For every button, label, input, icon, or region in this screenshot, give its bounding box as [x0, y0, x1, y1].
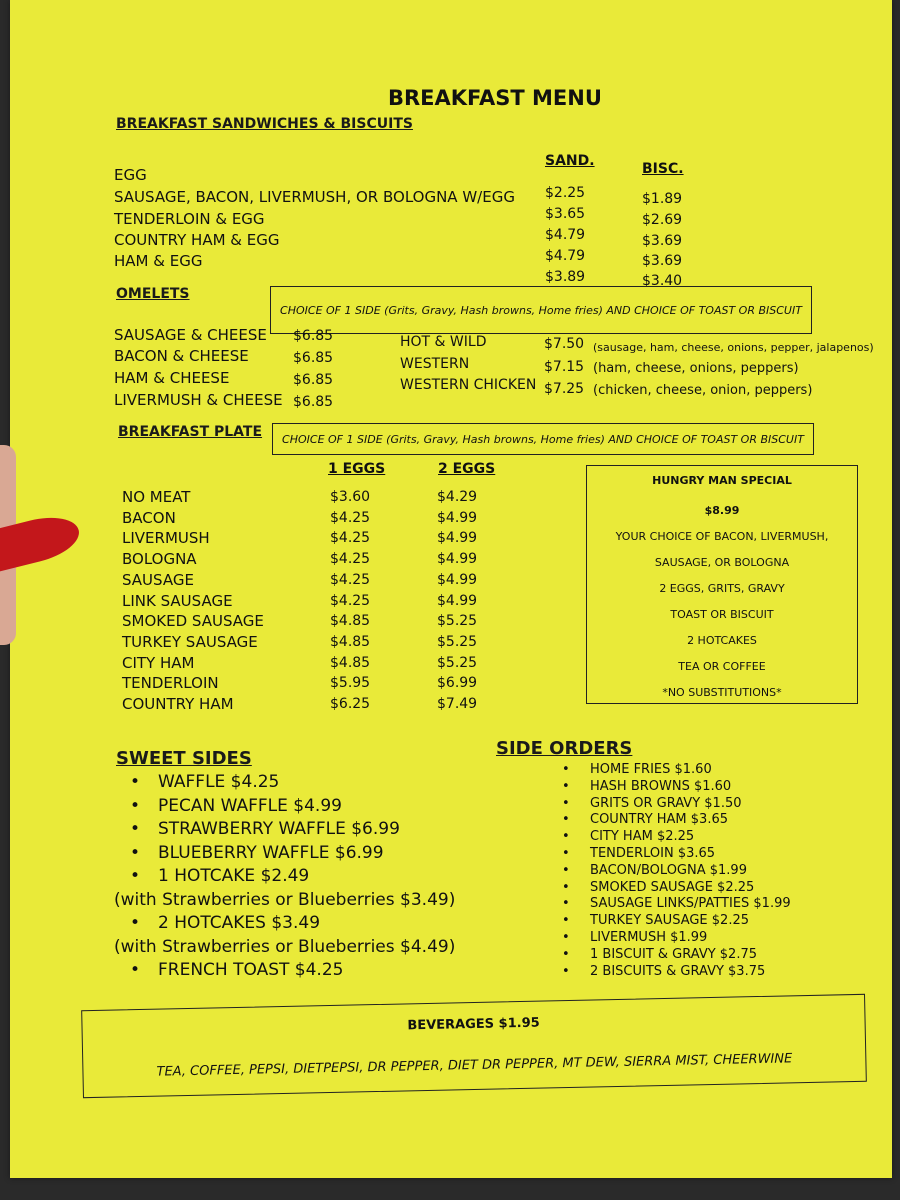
sweet-side-text: WAFFLE $4.25: [158, 772, 280, 792]
omelet-item: SAUSAGE & CHEESE: [114, 326, 267, 344]
sweet-side-text: 1 HOTCAKE $2.49: [158, 866, 310, 886]
side-order-item: [562, 896, 791, 911]
omelet-price: $6.85: [293, 350, 334, 366]
side-order-text: LIVERMUSH $1.99: [590, 930, 708, 945]
plate-price-1-egg: $3.60: [330, 489, 371, 505]
plate-price-2-egg: $4.99: [437, 551, 478, 568]
omelet-price: $7.50: [544, 336, 585, 352]
side-order-text: BACON/BOLOGNA $1.99: [590, 862, 747, 878]
omelet-description: (ham, cheese, onions, peppers): [593, 361, 799, 376]
plate-item: SAUSAGE: [122, 570, 194, 589]
plate-price-2-egg: $5.25: [437, 613, 478, 630]
plate-item: LINK SAUSAGE: [122, 591, 233, 610]
bullet-icon: •: [130, 772, 141, 792]
side-order-item: [562, 846, 715, 861]
plate-heading: BREAKFAST PLATE: [118, 424, 263, 440]
omelet-item: WESTERN: [400, 356, 470, 372]
beverages-list: TEA, COFFEE, PEPSI, DIETPEPSI, DR PEPPER, DIET DR PEPPER, MT DEW, SIERRA MIST, CHEERWINE: [156, 1051, 793, 1080]
side-order-text: HOME FRIES $1.60: [590, 762, 712, 777]
bullet-icon: •: [562, 946, 570, 962]
plate-price-1-egg: $4.85: [330, 633, 371, 650]
sweet-side-item: [130, 866, 309, 886]
sand-price: $3.65: [545, 206, 586, 222]
bullet-icon: •: [130, 960, 141, 980]
sandwich-item: SAUSAGE, BACON, LIVERMUSH, OR BOLOGNA W/EGG: [114, 188, 515, 206]
side-order-item: [562, 812, 728, 827]
bisc-price: $3.40: [642, 273, 683, 289]
bullet-icon: •: [562, 812, 570, 828]
omelet-description: (chicken, cheese, onion, peppers): [593, 383, 813, 398]
plate-item: NO MEAT: [122, 488, 191, 506]
side-order-text: 2 BISCUITS & GRAVY $3.75: [590, 963, 766, 979]
omelet-item: WESTERN CHICKEN: [400, 377, 537, 393]
side-order-text: 1 BISCUIT & GRAVY $2.75: [590, 946, 758, 962]
hungry-man-price: $8.99: [704, 504, 740, 517]
plate-item: SMOKED SAUSAGE: [122, 612, 264, 631]
side-order-text: TENDERLOIN $3.65: [590, 846, 716, 861]
omelets-note-box: [270, 286, 812, 334]
omelet-price: $6.85: [293, 372, 334, 388]
bullet-icon: •: [130, 795, 141, 816]
sweet-side-text: 2 HOTCAKES $3.49: [158, 913, 321, 933]
plate-item: BOLOGNA: [122, 550, 197, 569]
bisc-price: $1.89: [642, 191, 683, 207]
side-order-item: [562, 829, 694, 844]
omelets-heading: OMELETS: [116, 286, 190, 302]
side-order-text: COUNTRY HAM $3.65: [590, 812, 728, 828]
sand-price: $4.79: [545, 227, 586, 243]
sandwich-item: TENDERLOIN & EGG: [114, 210, 265, 228]
menu-title: BREAKFAST MENU: [388, 86, 602, 110]
omelet-item: HAM & CHEESE: [114, 369, 230, 387]
plate-price-1-egg: $5.95: [330, 675, 371, 692]
bullet-icon: •: [562, 930, 570, 945]
bullet-icon: •: [130, 842, 141, 863]
hungry-man-line: *NO SUBSTITUTIONS*: [662, 686, 782, 699]
sweet-side-item: [130, 960, 343, 980]
plate-item: COUNTRY HAM: [122, 695, 234, 713]
side-order-item: [562, 913, 749, 928]
omelet-price: $7.15: [544, 359, 585, 375]
two-egg-header: 2 EGGS: [438, 461, 496, 477]
hungry-man-line: 2 HOTCAKES: [687, 634, 757, 647]
bullet-icon: •: [562, 762, 570, 777]
plate-price-1-egg: $4.25: [330, 530, 371, 547]
bullet-icon: •: [562, 896, 570, 912]
side-order-text: SMOKED SAUSAGE $2.25: [590, 879, 755, 895]
bullet-icon: •: [562, 862, 570, 878]
bullet-icon: •: [562, 829, 570, 845]
side-orders-heading: SIDE ORDERS: [496, 738, 633, 759]
sweet-side-note: (with Strawberries or Blueberries $4.49): [114, 936, 456, 957]
omelet-description: (sausage, ham, cheese, onions, pepper, jalapenos): [593, 341, 874, 354]
plate-price-1-egg: $4.25: [330, 592, 371, 609]
side-order-text: CITY HAM $2.25: [590, 829, 695, 845]
sand-price: $4.79: [545, 248, 586, 264]
plate-price-1-egg: $4.85: [330, 613, 371, 630]
plate-price-2-egg: $4.29: [437, 489, 478, 505]
plate-item: LIVERMUSH: [122, 529, 210, 548]
bullet-icon: •: [130, 819, 141, 839]
sandwich-item: HAM & EGG: [114, 252, 203, 270]
sweet-side-text: STRAWBERRY WAFFLE $6.99: [158, 819, 400, 839]
omelets-note: CHOICE OF 1 SIDE (Grits, Gravy, Hash browns, Home fries) AND CHOICE OF TOAST OR BISCUIT: [280, 303, 802, 317]
hungry-man-box: [586, 465, 858, 704]
omelet-price: $6.85: [293, 328, 334, 344]
plate-price-2-egg: $7.49: [437, 696, 478, 712]
beverages-box: [81, 994, 867, 1098]
menu-paper: [10, 0, 892, 1178]
plate-item: TENDERLOIN: [122, 674, 219, 693]
plate-price-2-egg: $4.99: [437, 592, 478, 609]
side-order-text: SAUSAGE LINKS/PATTIES $1.99: [590, 896, 791, 912]
hungry-man-line: 2 EGGS, GRITS, GRAVY: [659, 582, 785, 595]
bullet-icon: •: [562, 795, 570, 811]
plate-price-2-egg: $4.99: [437, 509, 478, 526]
bisc-price: $2.69: [642, 212, 683, 228]
side-order-item: [562, 779, 731, 794]
side-order-text: HASH BROWNS $1.60: [590, 778, 732, 794]
side-order-item: [562, 930, 707, 945]
sand-price: $2.25: [545, 185, 586, 201]
bullet-icon: •: [562, 913, 570, 929]
bisc-price: $3.69: [642, 253, 683, 269]
hungry-man-title: HUNGRY MAN SPECIAL: [652, 474, 792, 487]
sandwich-item: COUNTRY HAM & EGG: [114, 231, 280, 249]
sandwiches-heading: BREAKFAST SANDWICHES & BISCUITS: [116, 116, 413, 132]
plate-price-1-egg: $4.85: [330, 654, 371, 671]
side-order-item: [562, 796, 742, 811]
sweet-side-note: (with Strawberries or Blueberries $3.49): [114, 889, 456, 910]
omelet-price: $6.85: [293, 394, 334, 410]
omelet-item: HOT & WILD: [400, 334, 487, 350]
bullet-icon: •: [130, 866, 141, 886]
sweet-side-text: PECAN WAFFLE $4.99: [158, 795, 342, 816]
sweet-side-item: [130, 819, 400, 839]
side-order-item: [562, 964, 765, 979]
bullet-icon: •: [130, 913, 141, 933]
sweet-side-item: [130, 796, 342, 816]
sweet-side-text: BLUEBERRY WAFFLE $6.99: [158, 842, 384, 863]
side-order-text: GRITS OR GRAVY $1.50: [590, 795, 742, 811]
sand-price: $3.89: [545, 269, 586, 285]
omelet-price: $7.25: [544, 381, 585, 397]
plate-price-1-egg: $4.25: [330, 571, 371, 588]
side-order-item: [562, 762, 712, 777]
omelet-item: LIVERMUSH & CHEESE: [114, 391, 283, 409]
plate-price-1-egg: $4.25: [330, 551, 371, 568]
sweet-side-item: [130, 913, 320, 933]
sand-column-header: SAND.: [545, 153, 595, 169]
hungry-man-line: TOAST OR BISCUIT: [670, 608, 774, 621]
side-order-text: TURKEY SAUSAGE $2.25: [590, 913, 749, 929]
plate-item: TURKEY SAUSAGE: [122, 632, 258, 651]
plate-item: BACON: [122, 508, 176, 527]
side-order-item: [562, 863, 747, 878]
bullet-icon: •: [562, 846, 570, 861]
plate-price-2-egg: $5.25: [437, 654, 478, 671]
bisc-price: $3.69: [642, 233, 683, 249]
plate-price-2-egg: $5.25: [437, 633, 478, 650]
side-order-item: [562, 880, 754, 895]
plate-price-1-egg: $6.25: [330, 696, 371, 712]
bullet-icon: •: [562, 963, 570, 979]
beverages-title: BEVERAGES $1.95: [407, 1015, 540, 1034]
bullet-icon: •: [562, 879, 570, 895]
plate-price-1-egg: $4.25: [330, 509, 371, 526]
plate-price-2-egg: $4.99: [437, 571, 478, 588]
plate-price-2-egg: $4.99: [437, 530, 478, 547]
plate-note: CHOICE OF 1 SIDE (Grits, Gravy, Hash browns, Home fries) AND CHOICE OF TOAST OR BISCUIT: [282, 432, 804, 446]
plate-price-2-egg: $6.99: [437, 675, 478, 692]
plate-item: CITY HAM: [122, 653, 195, 672]
omelet-item: BACON & CHEESE: [114, 347, 249, 365]
sandwich-item: EGG: [114, 166, 147, 184]
sweet-side-item: [130, 772, 279, 792]
one-egg-header: 1 EGGS: [328, 461, 386, 477]
sweet-side-item: [130, 843, 384, 863]
hungry-man-line: SAUSAGE, OR BOLOGNA: [654, 556, 790, 569]
bisc-column-header: BISC.: [642, 161, 684, 177]
bullet-icon: •: [562, 778, 570, 794]
side-order-item: [562, 947, 757, 962]
plate-note-box: [272, 423, 814, 455]
hungry-man-line: TEA OR COFFEE: [678, 660, 766, 673]
hungry-man-line: YOUR CHOICE OF BACON, LIVERMUSH,: [615, 530, 829, 543]
sweet-sides-heading: SWEET SIDES: [116, 748, 252, 769]
sweet-side-text: FRENCH TOAST $4.25: [158, 960, 344, 980]
